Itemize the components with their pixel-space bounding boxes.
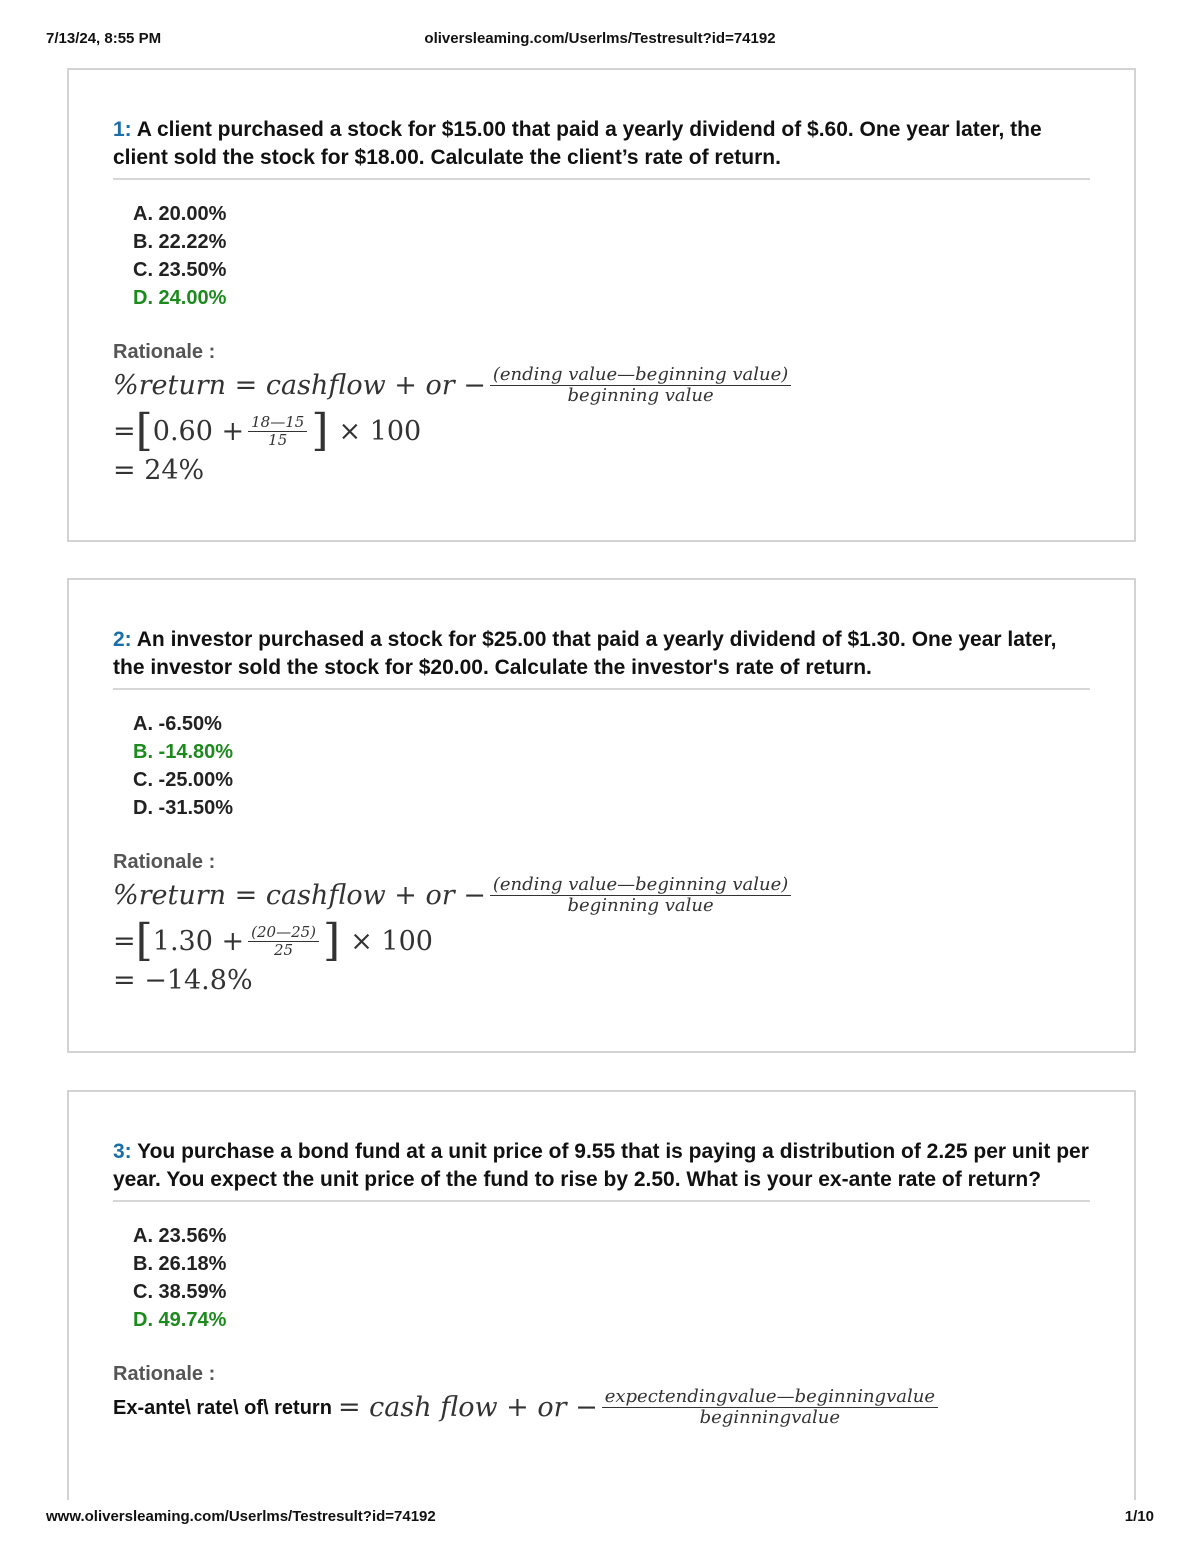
question-number: 1:: [113, 118, 132, 141]
fraction-numerator: (ending value—beginning value): [490, 366, 791, 386]
formula-line-1: [113, 876, 1090, 915]
formula-equals: =: [113, 925, 136, 957]
options-list: [133, 710, 1090, 822]
rationale-formula: [113, 876, 1090, 994]
fraction-denominator: beginningvalue: [699, 1407, 841, 1428]
formula-multiplier: × 100: [350, 925, 433, 957]
formula-subfraction: [248, 922, 319, 959]
formula-lhs: %return = cashflow + or −: [113, 880, 486, 911]
formula-multiplier: × 100: [338, 415, 422, 447]
subfraction-denominator: 25: [274, 940, 294, 959]
rationale-formula: [113, 366, 1090, 484]
formula-fraction: [490, 876, 791, 915]
formula-fraction: [490, 366, 791, 405]
option-b-correct[interactable]: B. -14.80%: [133, 741, 234, 763]
fraction-denominator: beginning value: [567, 385, 714, 406]
question-body: You purchase a bond fund at a unit price of 9.55 that is paying a distribution of 2.25 per unit per year. You expect the unit price of the fund to rise by 2.50. What is your ex-ante rate of return?: [113, 1140, 1089, 1191]
fraction-numerator: (ending value—beginning value): [490, 876, 791, 896]
question-text: [113, 116, 1090, 180]
option-a[interactable]: A. -6.50%: [133, 713, 222, 735]
formula-label: Ex-ante\ rate\ of\ return: [113, 1396, 332, 1419]
option-d-correct[interactable]: D. 24.00%: [133, 287, 227, 309]
subfraction-numerator: 18—15: [248, 415, 307, 432]
option-b[interactable]: B. 22.22%: [133, 231, 227, 253]
formula-lhs: %return = cashflow + or −: [113, 370, 486, 401]
option-c[interactable]: C. 23.50%: [133, 259, 227, 281]
question-text: [113, 626, 1090, 690]
question-body: A client purchased a stock for $15.00 that paid a yearly dividend of $.60. One year later, the client sold the stock for $18.00. Calculate the client’s rate of return.: [113, 118, 1042, 169]
formula-fraction: [602, 1388, 938, 1427]
options-list: [133, 200, 1090, 312]
formula-equals: =: [113, 415, 136, 447]
print-datetime: 7/13/24, 8:55 PM: [46, 30, 162, 47]
question-body: An investor purchased a stock for $25.00 that paid a yearly dividend of $1.30. One year later, the investor sold the stock for $20.00. Calculate the investor's rate of return.: [113, 628, 1057, 679]
formula-line-2: = [ 1.30 + $\frac{(20—25)}{25}$ ] × 100: [113, 915, 433, 966]
option-c[interactable]: C. -25.00%: [133, 769, 234, 791]
formula-dividend: 0.60 +: [152, 415, 245, 447]
page-number: 1/10: [1124, 1508, 1154, 1525]
question-number: 2:: [113, 628, 132, 651]
rationale-label: Rationale :: [113, 1363, 216, 1385]
question-text: [113, 1138, 1090, 1202]
option-b[interactable]: B. 26.18%: [133, 1253, 227, 1275]
question-card-1: [67, 68, 1136, 542]
rationale-label: Rationale :: [113, 851, 216, 873]
option-a[interactable]: A. 20.00%: [133, 203, 227, 225]
question-number: 3:: [113, 1140, 132, 1163]
question-card-3: [67, 1090, 1136, 1500]
formula-result: = 24%: [113, 455, 205, 486]
fraction-numerator: expectendingvalue—beginningvalue: [602, 1388, 938, 1408]
formula-rhs: = cash flow + or −: [337, 1392, 598, 1423]
print-url-header: oliversleaming.com/Userlms/Testresult?id=74192: [424, 30, 776, 47]
formula-result: = −14.8%: [113, 965, 253, 996]
rationale-label: Rationale :: [113, 341, 216, 363]
fraction-denominator: beginning value: [567, 895, 714, 916]
formula-line-1: [113, 1388, 1090, 1427]
subfraction-numerator: (20—25): [248, 925, 319, 942]
option-c[interactable]: C. 38.59%: [133, 1281, 227, 1303]
formula-subfraction: [248, 412, 307, 449]
formula-line-2: = [ 0.60 + $\frac{18—15}{15}$ ] × 100: [113, 405, 422, 456]
print-url-footer: www.oliversleaming.com/Userlms/Testresult?id=74192: [46, 1508, 436, 1525]
option-d-correct[interactable]: D. 49.74%: [133, 1309, 227, 1331]
formula-line-1: [113, 366, 1090, 405]
subfraction-denominator: 15: [268, 430, 288, 449]
question-card-2: [67, 578, 1136, 1053]
option-a[interactable]: A. 23.56%: [133, 1225, 227, 1247]
formula-dividend: 1.30 +: [152, 925, 245, 957]
rationale-formula: [113, 1388, 1090, 1427]
option-d[interactable]: D. -31.50%: [133, 797, 234, 819]
options-list: [133, 1222, 1090, 1334]
